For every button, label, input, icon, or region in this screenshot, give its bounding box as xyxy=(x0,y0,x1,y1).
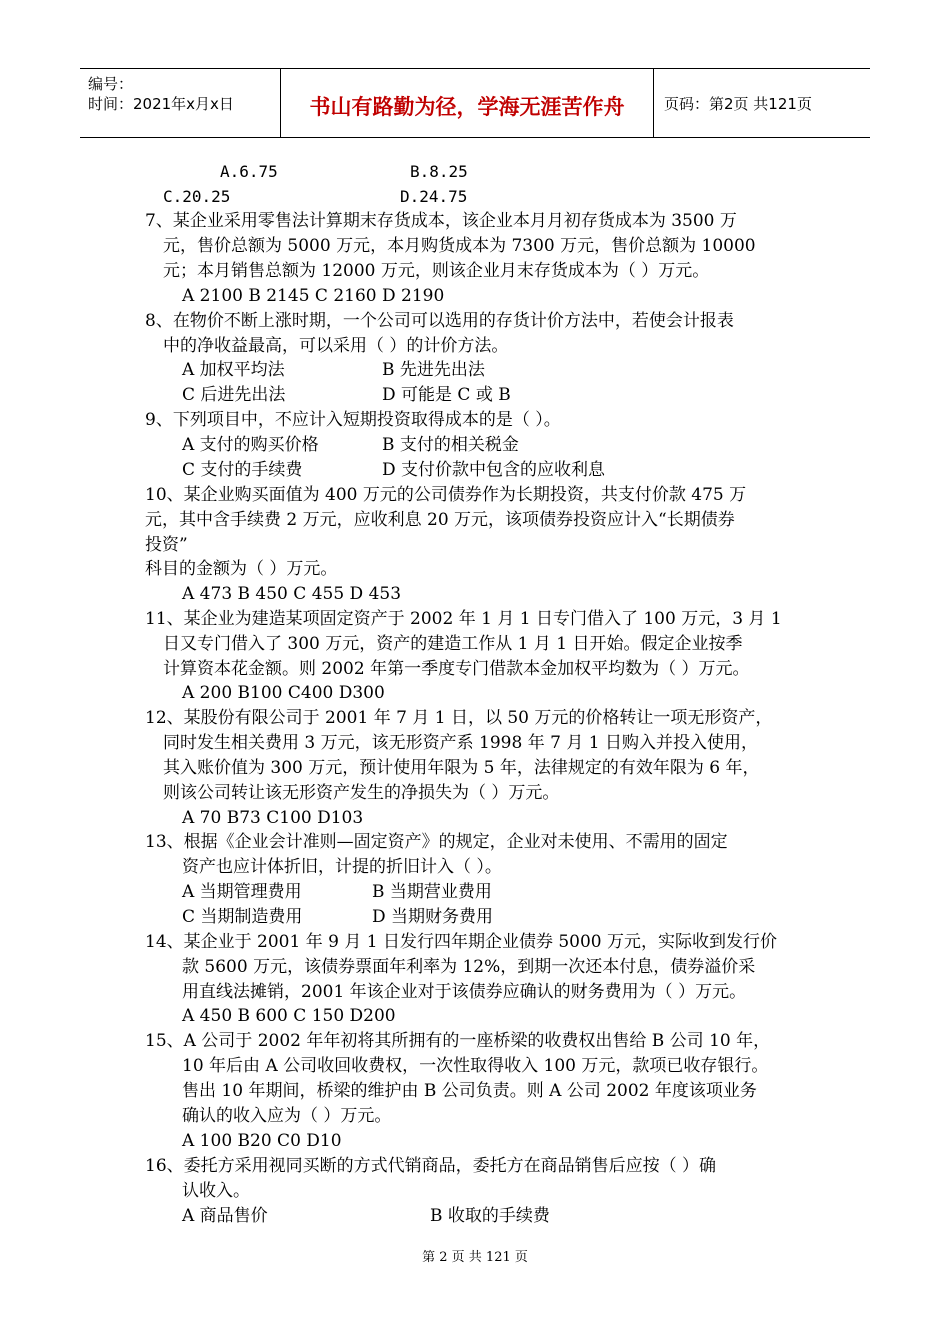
question-9-option-d: D 支付价款中包含的应收利息 xyxy=(382,460,606,480)
option-d-q6: D.24.75 xyxy=(400,187,468,206)
question-7-line-2: 元，售价总额为 5000 万元，本月购货成本为 7300 万元，售价总额为 10000 xyxy=(163,236,756,256)
option-a-q6: A.6.75 xyxy=(220,162,278,181)
question-14-line-3: 用直线法摊销，2001 年该企业对于该债券应确认的财务费用为（ ）万元。 xyxy=(182,982,747,1002)
question-15-options: A 100 B20 C0 D10 xyxy=(182,1131,342,1151)
question-16-option-b: B 收取的手续费 xyxy=(430,1206,550,1226)
question-9-line-1: 9、下列项目中，不应计入短期投资取得成本的是（ ）。 xyxy=(145,410,561,430)
question-11-options: A 200 B100 C400 D300 xyxy=(182,683,385,703)
serial-label: 编号： xyxy=(88,75,134,93)
question-8-option-c: C 后进先出法 xyxy=(182,385,286,405)
question-13-option-b: B 当期营业费用 xyxy=(372,882,492,902)
question-12-line-1: 12、某股份有限公司于 2001 年 7 月 1 日，以 50 万元的价格转让一项无形资产， xyxy=(145,708,773,728)
question-9-option-a: A 支付的购买价格 xyxy=(182,435,319,455)
option-b-q6: B.8.25 xyxy=(410,162,468,181)
question-15-line-3: 售出 10 年期间，桥梁的维护由 B 公司负责。则 A 公司 2002 年度该项业务 xyxy=(182,1081,757,1101)
question-10-line-1: 10、某企业购买面值为 400 万元的公司债券作为长期投资，共支付价款 475 万 xyxy=(145,485,747,505)
question-12-line-3: 其入账价值为 300 万元，预计使用年限为 5 年，法律规定的有效年限为 6 年， xyxy=(163,758,760,778)
header-page-cell xyxy=(654,69,870,137)
question-10-options: A 473 B 450 C 455 D 453 xyxy=(182,584,402,604)
question-13-option-a: A 当期管理费用 xyxy=(182,882,302,902)
header-motto-cell xyxy=(281,69,654,137)
question-8-option-a: A 加权平均法 xyxy=(182,360,285,380)
question-12-line-2: 同时发生相关费用 3 万元，该无形资产系 1998 年 7 月 1 日购入并投入使用， xyxy=(163,733,758,753)
question-15-line-4: 确认的收入应为（ ）万元。 xyxy=(182,1106,392,1126)
question-16-option-a: A 商品售价 xyxy=(182,1206,268,1226)
question-7-line-1: 7、某企业采用零售法计算期末存货成本，该企业本月月初存货成本为 3500 万 xyxy=(145,211,737,231)
question-13-option-c: C 当期制造费用 xyxy=(182,907,303,927)
question-10-line-4: 科目的金额为（ ）万元。 xyxy=(145,559,338,579)
question-7-line-3: 元；本月销售总额为 12000 万元，则该企业月末存货成本为（ ）万元。 xyxy=(163,261,710,281)
question-16-line-2: 认收入。 xyxy=(182,1181,250,1201)
question-14-options: A 450 B 600 C 150 D200 xyxy=(182,1006,396,1026)
question-12-line-4: 则该公司转让该无形资产发生的净损失为（ ）万元。 xyxy=(163,783,560,803)
question-11-line-1: 11、某企业为建造某项固定资产于 2002 年 1 月 1 日专门借入了 100 万元，3 月 1 xyxy=(145,609,782,629)
question-12-options: A 70 B73 C100 D103 xyxy=(182,808,364,828)
question-8-line-2: 中的净收益最高，可以采用（ ）的计价方法。 xyxy=(163,336,509,356)
motto: 书山有路勤为径，学海无涯苦作舟 xyxy=(309,95,625,119)
question-13-option-d: D 当期财务费用 xyxy=(372,907,494,927)
date-label: 时间：2021年x月x日 xyxy=(88,95,234,113)
question-11-line-3: 计算资本花金额。则 2002 年第一季度专门借款本金加权平均数为（ ）万元。 xyxy=(163,659,750,679)
question-8-line-1: 8、在物价不断上涨时期，一个公司可以选用的存货计价方法中，若使会计报表 xyxy=(145,311,734,331)
question-8-option-b: B 先进先出法 xyxy=(382,360,485,380)
question-15-line-2: 10 年后由 A 公司收回收费权，一次性取得收入 100 万元，款项已收存银行。 xyxy=(182,1056,769,1076)
question-13-line-2: 资产也应计体折旧，计提的折旧计入（ ）。 xyxy=(182,857,502,877)
question-11-line-2: 日又专门借入了 300 万元，资产的建造工作从 1 月 1 日开始。假定企业按季 xyxy=(163,634,743,654)
question-14-line-2: 款 5600 万元，该债券票面年利率为 12%，到期一次还本付息，债券溢价采 xyxy=(182,957,756,977)
option-c-q6: C.20.25 xyxy=(163,187,231,206)
question-9-option-b: B 支付的相关税金 xyxy=(382,435,519,455)
page-footer: 第 2 页 共 121 页 xyxy=(422,1250,528,1265)
question-7-options: A 2100 B 2145 C 2160 D 2190 xyxy=(182,286,445,306)
question-14-line-1: 14、某企业于 2001 年 9 月 1 日发行四年期企业债券 5000 万元，实际收到发行价 xyxy=(145,932,778,952)
question-8-option-d: D 可能是 C 或 B xyxy=(382,385,511,405)
question-10-line-2: 元，其中含手续费 2 万元，应收利息 20 万元，该项债券投资应计入“长期债券 xyxy=(145,510,735,530)
header-meta-cell xyxy=(80,69,281,137)
question-16-line-1: 16、委托方采用视同买断的方式代销商品，委托方在商品销售后应按（ ）确 xyxy=(145,1156,717,1176)
question-10-line-3: 投资” xyxy=(145,535,188,555)
page-info: 页码：第2页 共121页 xyxy=(664,95,812,113)
question-15-line-1: 15、A 公司于 2002 年年初将其所拥有的一座桥梁的收费权出售给 B 公司 10 年， xyxy=(145,1031,771,1051)
question-9-option-c: C 支付的手续费 xyxy=(182,460,303,480)
page-header xyxy=(80,68,870,138)
question-13-line-1: 13、根据《企业会计准则—固定资产》的规定，企业对未使用、不需用的固定 xyxy=(145,832,728,852)
